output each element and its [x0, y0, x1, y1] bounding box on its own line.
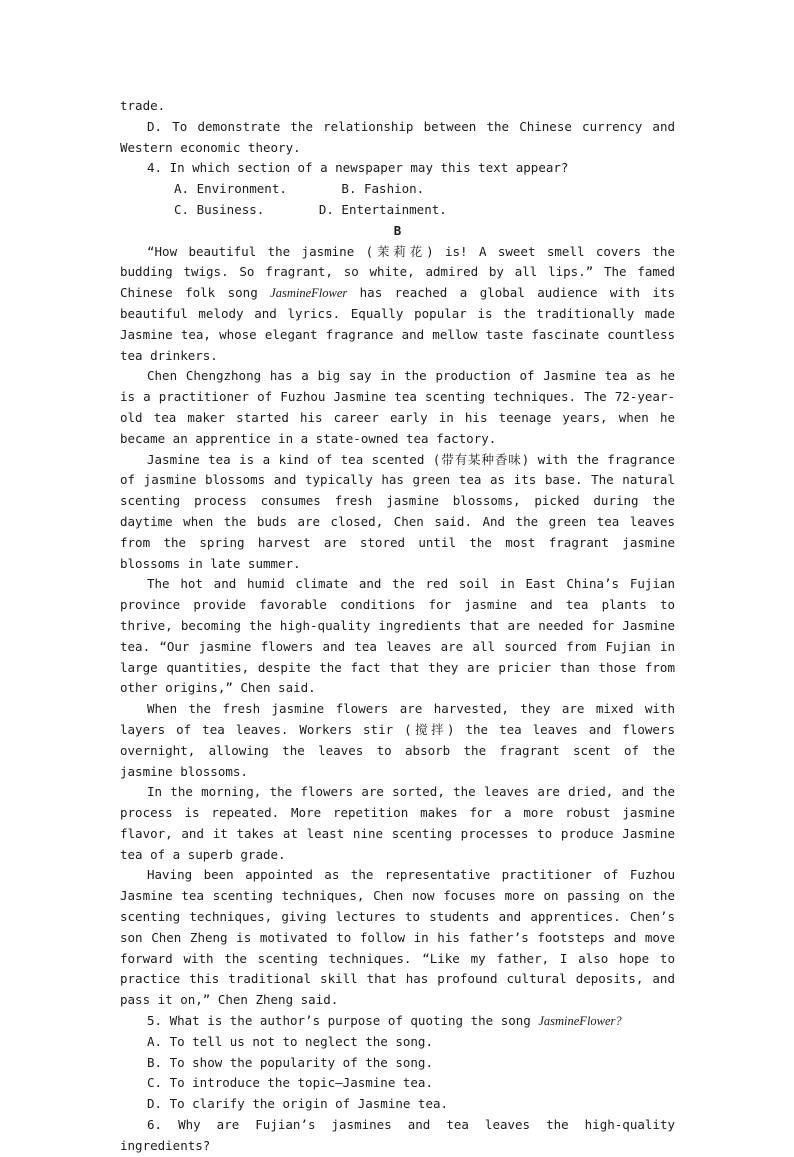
question-4-options-ab	[120, 179, 675, 200]
option-4a: A. Environment.	[174, 181, 287, 197]
question-6-stem: 6. Why are Fujian’s jasmines and tea leaves the high-quality ingredients?	[120, 1117, 675, 1153]
option-3d: D. To demonstrate the relationship between the Chinese currency and Western economic theory.	[120, 118, 675, 155]
paragraph-2: Chen Chengzhong has a big say in the production of Jasmine tea as he is a practitioner of Fuzhou Jasmine tea scenting techniques. The 72-year-old tea maker started his career early in his teenage years, when he became an apprentice in a state-owned tea factory.	[120, 368, 675, 446]
paragraph-7: Having been appointed as the representative practitioner of Fuzhou Jasmine tea scenting techniques, Chen now focuses more on passing on the scenting techniques, giving lectures to students and apprentices. Chen’s son Chen Zheng is motivated to follow in his father’s footsteps and move forward with the scenting techniques. “Like my father, I also hope to practice this traditional skill that has profound cultural deposits, and pass it on,” Chen Zheng said.	[120, 867, 675, 1008]
question-4-stem: 4. In which section of a newspaper may this text appear?	[147, 160, 569, 176]
line-trade: trade.	[120, 98, 166, 113]
paragraph-1-text-a: “How beautiful the jasmine (茉莉花) is! A sweet smell covers the budding twigs. So fragrant, so white, admired by all lips.” The famed Chinese folk song	[120, 243, 675, 301]
option-5a: A. To tell us not to neglect the song.	[147, 1033, 433, 1049]
paragraph-1	[120, 242, 675, 367]
paragraph-3: Jasmine tea is a kind of tea scented (带有某种香味) with the fragrance of jasmine blossoms and typically has green tea as its base. The natural scenting process consumes fresh jasmine blossoms, picked during the daytime when the buds are closed, Chen said. And the green tea leaves from the spring harvest are stored until the most fragrant jasmine blossoms in late summer.	[120, 451, 675, 571]
option-4b: B. Fashion.	[341, 181, 425, 197]
option-5d: D. To clarify the origin of Jasmine tea.	[147, 1096, 449, 1112]
option-5c: C. To introduce the topic—Jasmine tea.	[147, 1075, 433, 1091]
option-4d: D. Entertainment.	[318, 201, 447, 217]
paragraph-1-text-b: has reached a global audience with its beautiful melody and lyrics. Equally popular is the traditionally made Jasmine tea, whose elegant fragrance and mellow taste fascinate countless tea drinkers.	[120, 285, 676, 363]
question-4-options-cd	[120, 200, 675, 221]
question-5-stem-text: 5. What is the author’s purpose of quoting the song	[147, 1013, 539, 1029]
question-5-song-title: JasmineFlower?	[538, 1014, 622, 1029]
document-page	[120, 96, 675, 1157]
question-5-stem	[120, 1011, 675, 1032]
option-5b: B. To show the popularity of the song.	[147, 1054, 433, 1070]
paragraph-4: The hot and humid climate and the red soil in East China’s Fujian province provide favorable conditions for jasmine and tea plants to thrive, becoming the high-quality ingredients that are needed for Jasmine tea. “Our jasmine flowers and tea leaves are all sourced from Fujian in large quantities, despite the fact that they are pricier than those from other origins,” Chen said.	[120, 576, 675, 696]
section-heading-b: B	[393, 222, 402, 238]
paragraph-5: When the fresh jasmine flowers are harvested, they are mixed with layers of tea leaves. Workers stir (搅拌) the tea leaves and flowers overnight, allowing the leaves to absorb the fragrant scent of the jasmine blossoms.	[120, 701, 675, 779]
paragraph-6: In the morning, the flowers are sorted, the leaves are dried, and the process is repeated. More repetition makes for a more robust jasmine flavor, and it takes at least nine scenting processes to produce Jasmine tea of a superb grade.	[120, 784, 675, 862]
song-title: JasmineFlower	[270, 286, 348, 301]
option-4c: C. Business.	[174, 201, 265, 217]
